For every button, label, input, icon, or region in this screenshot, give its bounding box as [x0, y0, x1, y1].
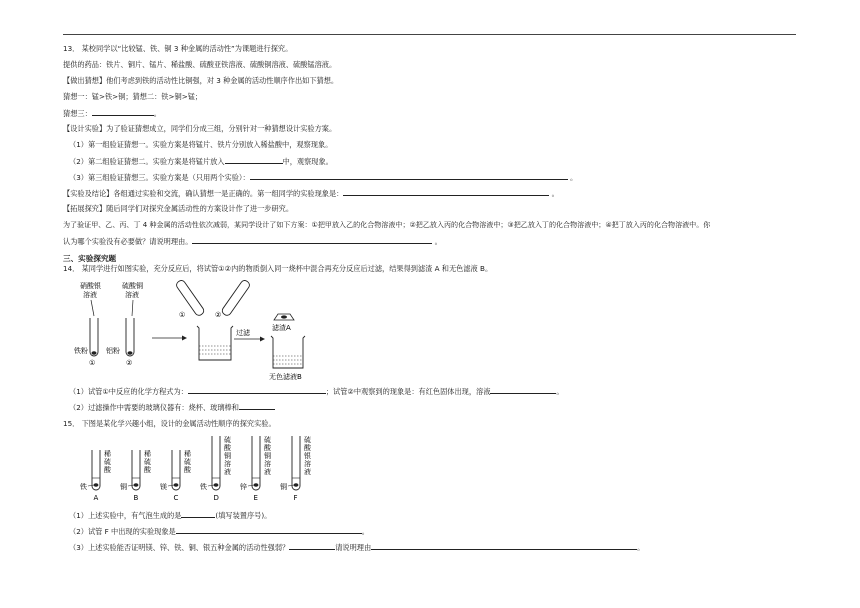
section-title: 三、实验探究题: [63, 254, 117, 263]
q14-tube1-number: ①: [89, 359, 96, 367]
q15-q2: （2）试管 F 中出现的实验现象是 。: [69, 527, 369, 536]
q14-q2-blank[interactable]: [239, 402, 275, 410]
q15-solution-char: 液: [304, 468, 311, 476]
q15-q3-blank-1[interactable]: [289, 542, 335, 550]
q15-solution-char: 酸: [304, 444, 311, 452]
q13-verify-question: 认为哪个实验没有必要做？请说明理由。 。: [63, 237, 442, 246]
q13-design-3: （3）第三组验证猜想三。实验方案是（只用两个实验）： 。: [69, 173, 578, 182]
q15-tube-id: D: [213, 494, 219, 502]
q15-tube-id: E: [253, 494, 258, 502]
q15-solution-char: 液: [224, 468, 231, 476]
q14-tube2-number: ②: [126, 359, 133, 367]
q15-q3: （3）上述实验能否证明镁、锌、铁、铜、银五种金属的活动性强弱？ 请说明理由 。: [69, 543, 645, 552]
q15-solution-char: 硫: [264, 436, 271, 444]
q13-design-1: （1）第一组验证猜想一。实验方案是将锰片、铁片分别放入稀盐酸中，观察现象。: [69, 140, 333, 149]
q15-q2-blank[interactable]: [176, 526, 362, 534]
q15-solution-char: 硫: [184, 458, 191, 466]
q14-aluminium-powder-label: 铝粉: [106, 347, 120, 355]
q13-design-2-suffix: 中，观察现象。: [282, 157, 333, 166]
q14-q2-label: （2）过滤操作中需要的玻璃仪器有：烧杯、玻璃棒和: [69, 403, 239, 412]
q13-reflect: 【拓展探究】随后同学们对探究金属活动性的方案设计作了进一步研究。: [63, 204, 294, 213]
q15-q1-blank[interactable]: [181, 510, 215, 518]
q14-title: 14． 某同学进行如图实验，充分反应后，将试管①②内的物质倒入同一烧杯中混合再充分反应后过滤，结果得到滤渣 A 和无色滤液 B。: [63, 264, 493, 273]
q15-title: 15． 下图是某化学兴趣小组，设计的金属活动性顺序的探究实验。: [63, 419, 276, 428]
q15-q1-label: （1）上述实验中，有气泡生成的是: [69, 511, 182, 520]
q15-tube-id: A: [93, 494, 99, 502]
q15-solution-char: 稀: [184, 450, 191, 458]
q14-q1-label: （1）试管①中反应的化学方程式为：: [69, 387, 188, 396]
q15-solution-char: 硫: [304, 436, 311, 444]
q14-q1: （1）试管①中反应的化学方程式为： ；试管②中观察到的现象是：有红色固体出现，溶液 。: [69, 387, 564, 396]
q15-q3-mid: 请说明理由: [335, 543, 372, 552]
q14-iron-powder-label: 铁粉: [74, 347, 88, 355]
q15-tube-A: [92, 450, 100, 490]
q14-filtrate-label: 无色滤液B: [269, 373, 302, 381]
q15-metal-label: 铁: [80, 483, 87, 491]
q15-metal-label: 铜: [120, 483, 127, 491]
q14-label-tube2-line2: 溶液: [125, 291, 139, 299]
q13-drugs: 提供的药品：铁片、铜片、锰片、稀盐酸、硫酸亚铁溶液、硫酸铜溶液、硫酸锰溶液。: [63, 60, 337, 69]
q15-tube-C: [172, 450, 180, 490]
q14-tube2: [126, 318, 134, 356]
q13-guess-3: 猜想三： 。: [63, 109, 161, 118]
q15-metal-label: 铜: [280, 483, 287, 491]
q13-guess-3-label: 猜想三：: [63, 109, 92, 118]
q14-filter-label: 过滤: [236, 329, 250, 337]
q13-design-2: [69, 156, 333, 166]
q15-q1: [69, 510, 271, 520]
q14-figure: [70, 276, 330, 384]
q13-guess-3-blank[interactable]: [92, 108, 154, 116]
q14-pour-tube2: [221, 279, 251, 317]
q15-solution-char: 硫: [144, 458, 151, 466]
q14-label-tube2-line1: 硫酸铜: [122, 282, 143, 290]
q13-conclusion-blank[interactable]: [343, 188, 549, 196]
q13-conclusion-label: 【实验及结论】各组通过实验和交流，确认猜想一是正确的。第一组同学的实验现象是：: [63, 189, 344, 198]
q14-pour-number-1: ①: [179, 311, 186, 319]
q15-tube-E: [252, 436, 260, 490]
q14-q1-blank-2[interactable]: [490, 386, 556, 394]
q15-solution-char: 硫: [104, 458, 111, 466]
q13-conclusion: 【实验及结论】各组通过实验和交流，确认猜想一是正确的。第一组同学的实验现象是： 。: [63, 189, 559, 198]
q15-solution-char: 酸: [144, 466, 151, 474]
q15-solution-char: 铜: [264, 452, 271, 460]
q14-q1-mid: ；试管②中观察到的现象是：有红色固体出现，溶液: [325, 387, 491, 396]
q13-guess-12: 猜想一：锰>铁>铜；猜想二：铁>铜>锰；: [63, 92, 203, 101]
q15-tube-B: [132, 450, 140, 490]
q13-design-3-label: （3）第三组验证猜想三。实验方案是（只用两个实验）：: [69, 173, 250, 182]
q15-solution-char: 稀: [144, 450, 151, 458]
q14-label-tube1-line1: 硝酸银: [80, 282, 101, 290]
q14-tube1: [90, 318, 98, 356]
q15-solution-char: 酸: [264, 444, 271, 452]
q15-tube-F: [292, 436, 300, 490]
q14-beaker: [197, 326, 233, 360]
q15-solution-char: 硫: [224, 436, 231, 444]
q15-tube-D: [212, 436, 220, 490]
q15-figure: [72, 434, 352, 504]
q15-solution-char: 溶: [304, 460, 311, 468]
q15-solution-char: 铜: [224, 452, 231, 460]
q14-q2: [69, 402, 275, 412]
q13-title: 13． 某校同学以“比较锰、铁、铜 3 种金属的活动性”为课题进行探究。: [63, 44, 293, 53]
q13-verify-question-label: 认为哪个实验没有必要做？请说明理由。: [63, 237, 193, 246]
q15-solution-char: 液: [264, 468, 271, 476]
q15-tube-id: F: [293, 494, 298, 502]
q15-q1-suffix: (填写装置序号)。: [215, 511, 272, 520]
q15-solution-char: 溶: [224, 460, 231, 468]
q13-design-intro: 【设计实验】为了验证猜想成立，同学们分成三组，分别针对一种猜想设计实验方案。: [63, 124, 337, 133]
q14-q1-blank-1[interactable]: [188, 386, 326, 394]
q13-design-3-blank[interactable]: [250, 172, 568, 180]
q14-filtrate-beaker: [271, 336, 305, 368]
q15-solution-char: 酸: [104, 466, 111, 474]
q13-verify: 为了验证甲、乙、丙、丁 4 种金属的活动性依次减弱，某同学设计了如下方案：①把甲放入乙的化合物溶液中；②把乙放入丙的化合物溶液中；③把乙放入丁的化合物溶液中；④把丁放入丙的化合物溶液中。你: [63, 220, 711, 229]
q13-verify-blank[interactable]: [192, 236, 432, 244]
q15-solution-char: 银: [304, 452, 311, 460]
q14-residue-label: 滤渣A: [272, 324, 291, 332]
q15-solution-char: 溶: [264, 460, 271, 468]
header-rule: [63, 34, 796, 35]
q15-q3-blank-2[interactable]: [371, 542, 637, 550]
q15-q2-label: （2）试管 F 中出现的实验现象是: [69, 527, 176, 536]
q15-metal-label: 锌: [240, 483, 247, 491]
q15-solution-char: 酸: [224, 444, 231, 452]
q15-tube-id: C: [173, 494, 179, 502]
q15-metal-label: 铁: [200, 483, 207, 491]
q14-label-tube1-line2: 溶液: [83, 291, 97, 299]
q13-design-2-blank[interactable]: [225, 156, 283, 164]
q13-guess-intro: 【做出猜想】他们考虑到铁的活动性比铜强，对 3 种金属的活动性顺序作出如下猜想。: [63, 76, 339, 85]
q15-solution-char: 酸: [184, 466, 191, 474]
q15-solution-char: 稀: [104, 450, 111, 458]
q13-design-2-label: （2）第二组验证猜想二。实验方案是将锰片放入: [69, 157, 225, 166]
q15-tube-id: B: [133, 494, 139, 502]
q15-metal-label: 镁: [160, 483, 167, 491]
q14-pour-number-2: ②: [215, 311, 222, 319]
q15-q3-label: （3）上述实验能否证明镁、锌、铁、铜、银五种金属的活动性强弱？: [69, 543, 290, 552]
